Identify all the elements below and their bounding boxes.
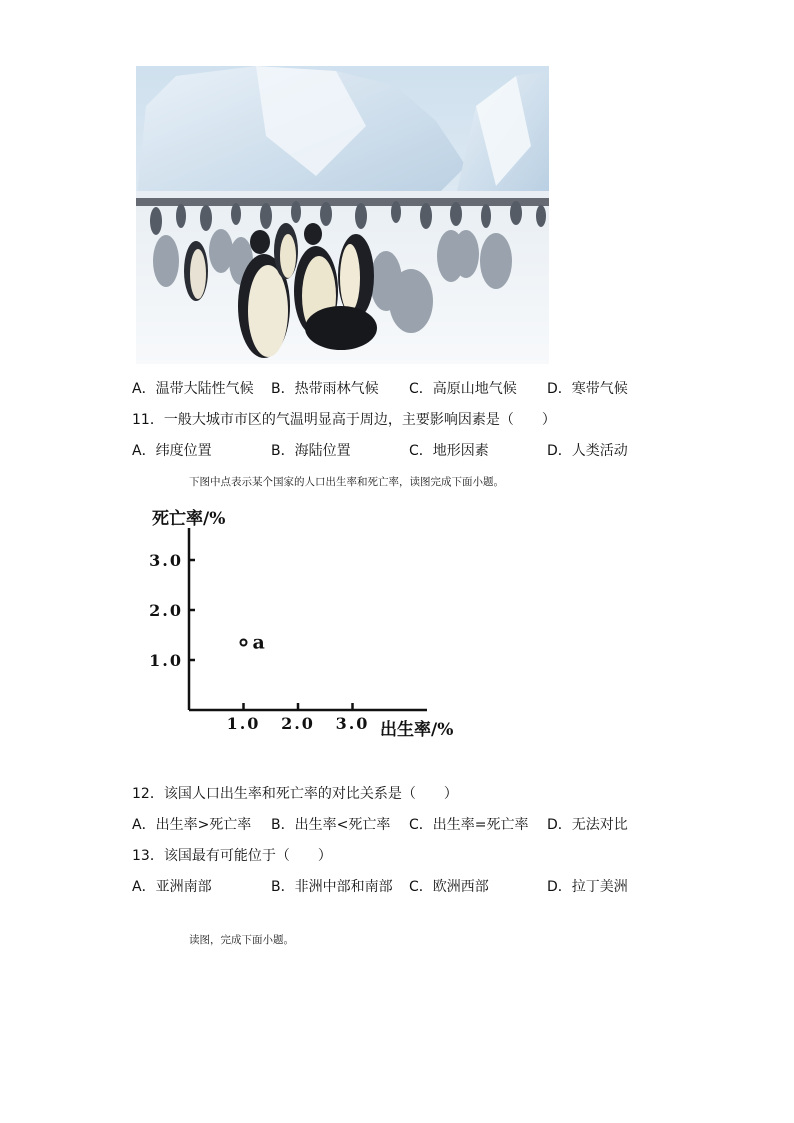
chart-intro: 下图中点表示某个国家的人口出生率和死亡率，读图完成下面小题。: [189, 476, 504, 488]
q10-option-b[interactable]: B．热带雨林气候: [271, 381, 379, 397]
q11-option-d[interactable]: D．人类活动: [547, 443, 628, 459]
q10-option-d[interactable]: D．寒带气候: [547, 381, 628, 397]
q11-option-a[interactable]: A．纬度位置: [132, 443, 212, 459]
q12-option-a[interactable]: A．出生率>死亡率: [132, 817, 252, 833]
q11-stem: 11．一般大城市市区的气温明显高于周边，主要影响因素是（ ）: [132, 412, 556, 428]
q11-option-b[interactable]: B．海陆位置: [271, 443, 351, 459]
q12-stem: 12．该国人口出生率和死亡率的对比关系是（ ）: [132, 786, 458, 802]
q13-option-b[interactable]: B．非洲中部和南部: [271, 879, 393, 895]
chart-y-tick-label: 3.0: [149, 551, 183, 570]
chart-point: [241, 640, 247, 646]
q12-option-d[interactable]: D．无法对比: [547, 817, 628, 833]
chart-xlabel: 出生率/%: [380, 720, 454, 740]
chart-x-tick-label: 3.0: [335, 714, 370, 733]
next-intro: 读图，完成下面小题。: [189, 934, 294, 946]
q10-option-a[interactable]: A．温带大陆性气候: [132, 381, 254, 397]
penguin-colony-photo: [136, 66, 549, 364]
q13-option-a[interactable]: A．亚洲南部: [132, 879, 212, 895]
q13-stem: 13．该国最有可能位于（ ）: [132, 848, 332, 864]
chart-y-tick-label: 1.0: [149, 651, 183, 670]
chart-ylabel: 死亡率/%: [152, 509, 226, 529]
birth-death-rate-chart: [140, 498, 480, 748]
chart-point-label: a: [252, 631, 265, 654]
q13-option-c[interactable]: C．欧洲西部: [409, 879, 489, 895]
chart-x-tick-label: 2.0: [281, 714, 315, 733]
q10-option-c[interactable]: C．高原山地气候: [409, 381, 517, 397]
chart-y-tick-label: 2.0: [149, 601, 183, 620]
q12-option-b[interactable]: B．出生率<死亡率: [271, 817, 391, 833]
q13-option-d[interactable]: D．拉丁美洲: [547, 879, 628, 895]
chart-x-tick-label: 1.0: [226, 714, 261, 733]
q11-option-c[interactable]: C．地形因素: [409, 443, 489, 459]
q12-option-c[interactable]: C．出生率=死亡率: [409, 817, 529, 833]
